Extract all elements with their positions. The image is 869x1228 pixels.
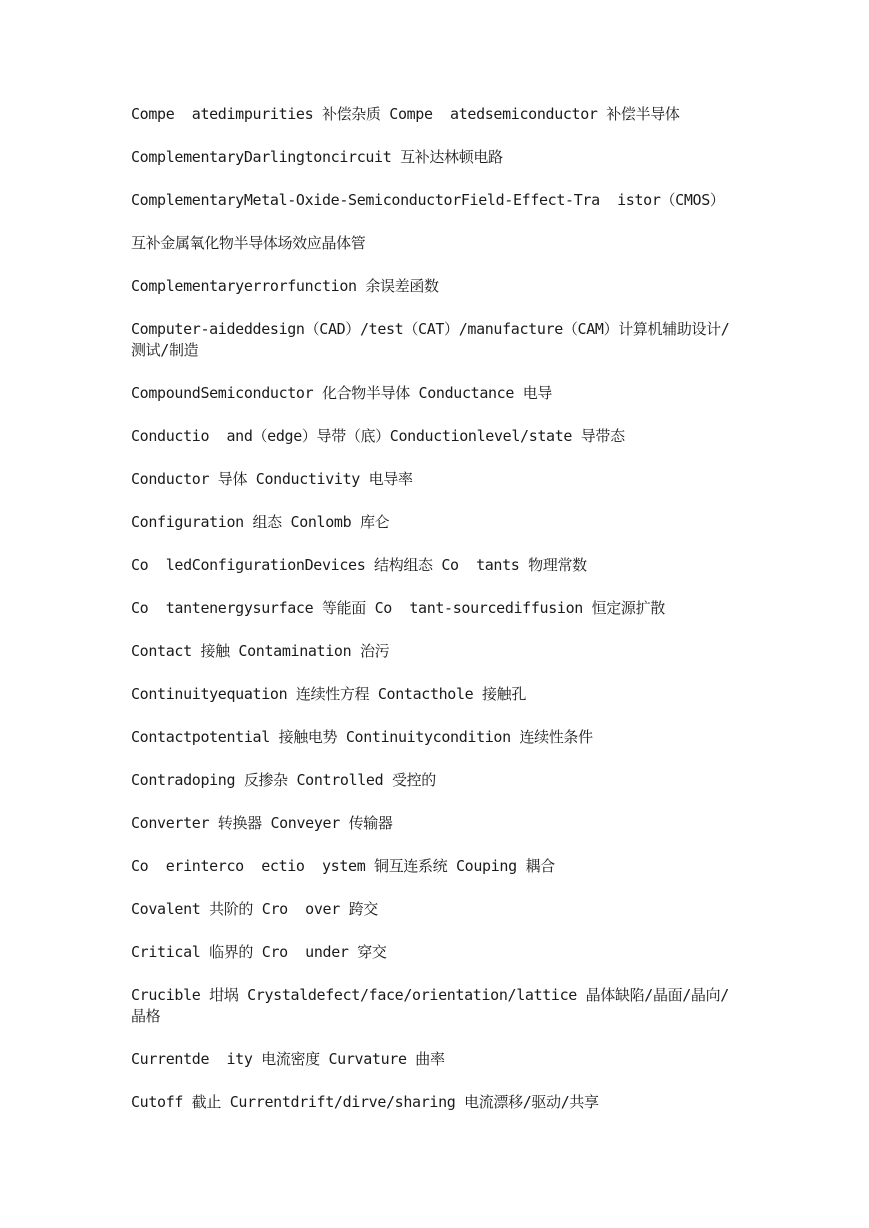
glossary-entry: Computer-aideddesign（CAD）/test（CAT）/manufacture（CAM）计算机辅助设计/测试/制造 — [131, 320, 730, 359]
glossary-entry: 互补金属氧化物半导体场效应晶体管 — [131, 234, 366, 252]
glossary-entry: ComplementaryDarlingtoncircuit 互补达林顿电路 — [131, 148, 503, 166]
glossary-entry: Critical 临界的 Cro under 穿交 — [131, 943, 387, 961]
glossary-entry-list — [131, 104, 743, 1135]
glossary-entry: Covalent 共阶的 Cro over 跨交 — [131, 900, 378, 918]
glossary-entry: Converter 转换器 Conveyer 传输器 — [131, 814, 393, 832]
glossary-entry: Conductor 导体 Conductivity 电导率 — [131, 470, 413, 488]
glossary-entry: Co erinterco ectio ystem 铜互连系统 Couping 耦合 — [131, 857, 555, 875]
glossary-entry: Compe atedimpurities 补偿杂质 Compe atedsemiconductor 补偿半导体 — [131, 105, 680, 123]
glossary-entry: Contradoping 反掺杂 Controlled 受控的 — [131, 771, 436, 789]
glossary-entry: Conductio and（edge）导带（底）Conductionlevel/state 导带态 — [131, 427, 625, 445]
glossary-entry: CompoundSemiconductor 化合物半导体 Conductance 电导 — [131, 384, 553, 402]
glossary-entry: ComplementaryMetal-Oxide-SemiconductorField-Effect-Tra istor（CMOS） — [131, 191, 725, 209]
glossary-entry: Contactpotential 接触电势 Continuitycondition 连续性条件 — [131, 728, 593, 746]
glossary-entry: Complementaryerrorfunction 余误差函数 — [131, 277, 439, 295]
glossary-entry: Cutoff 截止 Currentdrift/dirve/sharing 电流漂移/驱动/共享 — [131, 1093, 599, 1111]
glossary-entry: Co ledConfigurationDevices 结构组态 Co tants 物理常数 — [131, 556, 587, 574]
glossary-entry: Contact 接触 Contamination 治污 — [131, 642, 390, 660]
glossary-entry: Co tantenergysurface 等能面 Co tant-sourcediffusion 恒定源扩散 — [131, 599, 665, 617]
glossary-entry: Crucible 坩埚 Crystaldefect/face/orientation/lattice 晶体缺陷/晶面/晶向/晶格 — [131, 986, 729, 1025]
glossary-entry: Configuration 组态 Conlomb 库仑 — [131, 513, 390, 531]
glossary-entry: Currentde ity 电流密度 Curvature 曲率 — [131, 1050, 445, 1068]
glossary-entry: Continuityequation 连续性方程 Contacthole 接触孔 — [131, 685, 526, 703]
